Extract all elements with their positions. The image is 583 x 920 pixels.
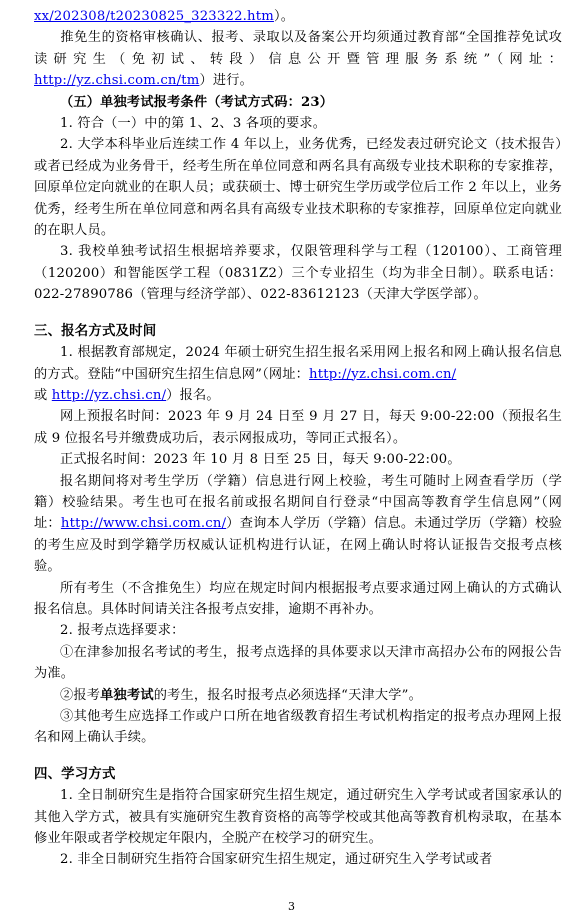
paragraph-s5-item3: 3. 我校单独考试招生根据培养要求，仅限管理科学与工程（120100）、工商管理（120200）和智能医学工程（0831Z2）三个专业招生（均为非全日制）。联系电话：022-27890786（管理与经济学部）、022-83612123（天津大学医学部）。	[34, 244, 562, 303]
paragraph-sec3-p6: 2. 报考点选择要求：	[60, 623, 185, 639]
paragraph-sec3-p1: 1. 根据教育部规定，2024 年硕士研究生招生报名采用网上报名和网上确认报名信息的方式。登陆“中国研究生招生信息网”（网址：http://yz.chsi.com.cn/ 或 http://yz.chsi.cn/）报名。	[34, 345, 562, 403]
paragraph-sec3-p5: 所有考生（不含推免生）均应在规定时间内根据报考点要求通过网上确认的方式确认报名信息。具体时间请关注各报考点安排，逾期不再补办。	[34, 580, 562, 617]
paragraph-sec3-p4: 报名期间将对考生学历（学籍）信息进行网上校验，考生可随时上网查看学历（学籍）校验结果。考生也可在报名前或报名期间自行登录“中国高等教育学生信息网”（网址：http://www.chsi.com.cn/）查询本人学历（学籍）信息。未通过学历（学籍）校验的考生应及时到学籍学历权威认证机构进行认证，在网上确认时将认证报告交报考点核验。	[34, 473, 563, 575]
paragraph-sec3-p8: ②报考单独考试的考生，报名时报考点必须选择“天津大学”。	[60, 687, 422, 703]
link-policy-url[interactable]: xx/202308/t20230825_323322.htm	[34, 9, 274, 24]
page-number: 3	[288, 900, 295, 913]
section-heading-registration: 三、报名方式及时间	[34, 323, 157, 339]
paragraph-sec3-p2: 网上预报名时间：2023 年 9 月 24 日至 9 月 27 日，每天 9:00-22:00（预报名生成 9 位报名号并缴费成功后，表示网报成功，等同正式报名）。	[34, 409, 562, 446]
section-heading-study-mode: 四、学习方式	[34, 766, 116, 782]
paragraph-sec4-p1: 1. 全日制研究生是指符合国家研究生招生规定，通过研究生入学考试或者国家承认的其他入学方式，被具有实施研究生教育资格的高等学校或其他高等教育机构录取，在基本修业年限或者学校规定年限内，全脱产在校学习的研究生。	[34, 788, 562, 847]
subheading-independent-exam: （五）单独考试报考条件（考试方式码：23）	[60, 94, 334, 110]
document-page	[34, 6, 562, 871]
link-yz-chsi-cn[interactable]: http://yz.chsi.cn/	[51, 387, 167, 403]
paragraph-recommendation: xx/202308/t20230825_323322.htm）。 推免生的资格审核确认、报考、录取以及备案公开均须通过教育部“全国推荐免试攻读研究生（免初试、转段）信息公开暨管理服务系统”（网址：http://yz.chsi.com.cn/tm）进行。	[34, 9, 562, 89]
paragraph-sec3-p3: 正式报名时间：2023 年 10 月 8 日至 25 日，每天 9:00-22:00。	[60, 452, 461, 468]
paragraph-sec3-p9: ③其他考生应选择工作或户口所在地省级教育招生考试机构指定的报考点办理网上报名和网上确认手续。	[34, 709, 562, 746]
paragraph-sec3-p7: ①在津参加报名考试的考生，报考点选择的具体要求以天津市高招办公布的网报公告为准。	[34, 644, 562, 682]
bold-independent-exam: 单独考试	[100, 687, 154, 703]
link-www-chsi[interactable]: http://www.chsi.com.cn/	[60, 516, 227, 532]
link-chsi-tm[interactable]: http://yz.chsi.com.cn/tm	[34, 73, 200, 89]
paragraph-s5-item1: 1. 符合（一）中的第 1、2、3 各项的要求。	[60, 116, 327, 132]
link-yz-chsi-com[interactable]: http://yz.chsi.com.cn/	[309, 366, 457, 382]
paragraph-sec4-p2: 2. 非全日制研究生指符合国家研究生招生规定，通过研究生入学考试或者	[60, 852, 493, 868]
paragraph-s5-item2: 2. 大学本科毕业后连续工作 4 年以上，业务优秀，已经发表过研究论文（技术报告）或者已经成为业务骨干，经考生所在单位同意和两名具有高级专业技术职称的专家推荐，回原单位定向就业的在职人员；或获硕士、博士研究生学历或学位后工作 2 年以上，业务优秀，经考生所在单位同意和两名具有高级专业技术职称的专家推荐，回原单位定向就业的在职人员。	[34, 137, 562, 239]
